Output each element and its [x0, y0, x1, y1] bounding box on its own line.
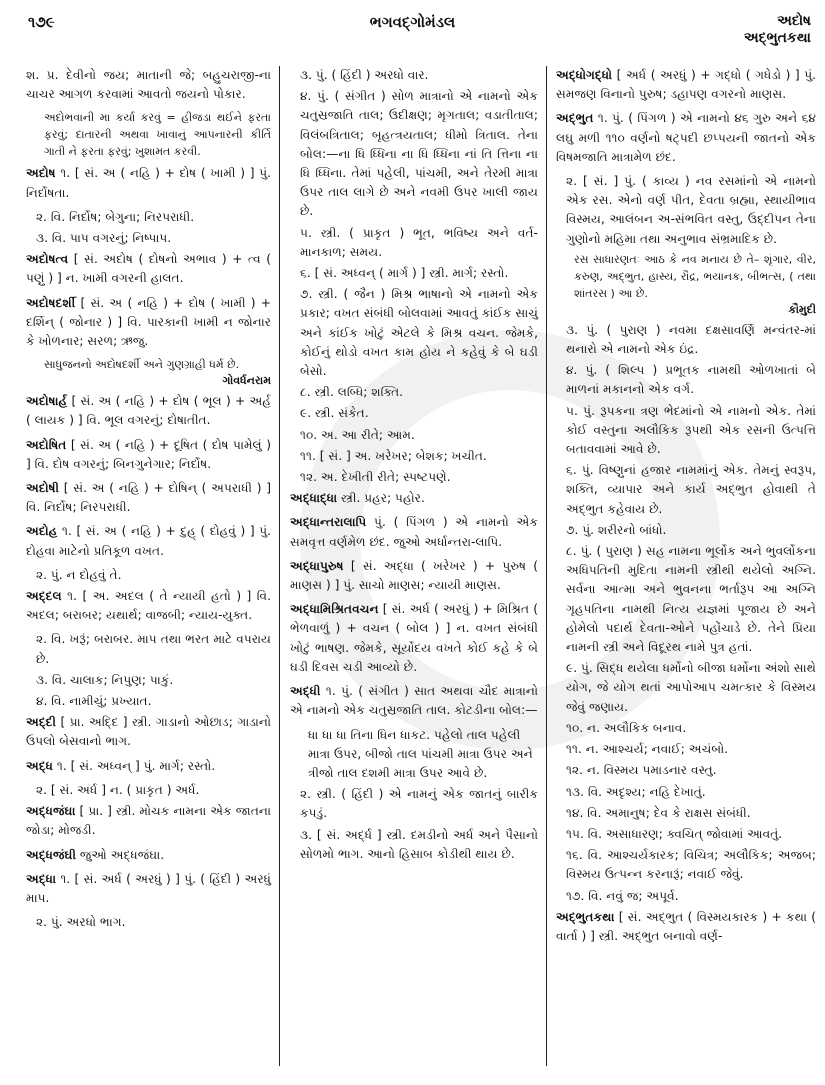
- sense-definition: ૩. [ સં. અર્દ્ધ ] સ્ત્રી. દમડીનો અર્ધ અને પૈસાનો સોળમો ભાગ. આનો હિસાબ કોડીથી થાય છે.: [300, 827, 538, 861]
- headword: અદોહ: [26, 524, 58, 539]
- sense-definition: ૧૨. અ. દેખીતી રીતે; સ્પષ્ટપણે.: [300, 470, 451, 485]
- dictionary-entry: [26, 587, 271, 625]
- definition-text: [ સં. અદ્ધા ( ખરેખર ) + પુરુષ ( માણસ ) ] પું. સાચો માણસ; ન્યાયી માણસ.: [290, 558, 538, 593]
- sense-definition: ૮. સ્ત્રી. લબ્ધિ; શક્તિ.: [300, 385, 404, 400]
- column-left: [26, 66, 280, 1066]
- sense-definition: ૪. પું. ( શિલ્પ ) પ્રભૂતક નામથી ઓળખાતાં બે માળનાં મકાનનો એક વર્ગ.: [566, 363, 816, 397]
- headword: અદ્દી: [26, 715, 56, 730]
- sense-definition: ૩. પું. ( પુરાણ ) નવમા દક્ષસાવર્ણિ મન્વંતર-માં થનારો એ નામનો એક ઇંદ્ર.: [566, 322, 816, 357]
- quote-text: અદોભવાની મા કર્યા કરવું = હીજડા થઈને ફરતા ફરવું; દાતારની અથવા ખાવાનું આપનારની કીર્તિ ગાતી ને ફરતા ફરવું; ખુશામત કરવી.: [44, 111, 271, 159]
- sense-definition: ૩. વિ. ચાલાક; નિપુણ; પાકું.: [36, 672, 174, 687]
- sense-definition: ૪. વિ. નામીચું; પ્રખ્યાત.: [36, 694, 152, 709]
- headword: અદ્ભુત: [556, 111, 594, 126]
- guide-words: [744, 13, 811, 47]
- headword: અદ્ધજંઘા: [26, 804, 76, 819]
- definition-text: ૧. પું. ( પિંગળ ) એ નામનો ૪૬ ગુરુ અને ૬૪ લઘુ મળી ૧૧૦ વર્ણનો ષટ્પદી છપ્પયની જાતનો એક વિષમજાતિ માત્રામેળ છંદ.: [556, 111, 816, 164]
- dictionary-entry: [26, 164, 271, 202]
- dictionary-columns: [26, 66, 816, 1066]
- sense-definition: ૨. વિ. ખરૂં; બરાબર. માપ તથા ભરત માટે વપરાય છે.: [36, 632, 271, 666]
- sense-definition: ૮. પું. ( પુરાણ ) સહ નામના ભૂર્લોક અને ભુવર્લોકના અધિપતિની મુદિતા નામની સ્ત્રીથી થયેલો અગ્નિ. સર્વના આત્મા અને ભુવનના ભર્તારૂપ આ અગ્નિ ગૃહપતિના નામથી નિત્ય યજ્ઞમાં પૂજાય છે અને હોમેલો પદાર્થ દેવતા-ઓને પહોંચાડે છે. તેને પ્રિયા નામની સ્ત્રી અને વિદૂરથ નામે પુત્ર હતાં.: [566, 544, 816, 655]
- headword: અદ્ધા: [26, 871, 56, 886]
- definition-text: ૧. [ સં. અધ્વન્ ] પું. માર્ગ; રસ્તો.: [52, 758, 216, 773]
- sense-definition: ૯. સ્ત્રી. સંકેત.: [300, 406, 369, 421]
- sense-definition: ૨. [ સં. અર્ધ ] ન. ( પ્રાકૃત ) અર્ધ.: [36, 782, 200, 797]
- definition-text: [ પ્રા. અદ્દિ ] સ્ત્રી. ગાડાનો ઓછાડ; ગાડાનો ઉપલો બેસવાનો ભાગ.: [26, 715, 271, 749]
- definition-text: [ સં. અદ્ભુત ( વિસ્મયકારક ) + કથા ( વાર્તા ) ] સ્ત્રી. અદ્ભુત બનાવો વર્ણ-: [556, 909, 816, 943]
- sense-definition: ૧૬. વિ. આશ્ચર્યકારક; વિચિત્ર; અલૌકિક; અજબ; વિસ્મય ઉત્પન્ન કરનારૂં; નવાઈ જેવું.: [566, 848, 816, 882]
- dictionary-entry: [26, 870, 271, 908]
- dictionary-entry: [290, 600, 538, 677]
- headword: અદ્ધાપુરુષ: [290, 558, 344, 573]
- dictionary-entry: [26, 294, 271, 352]
- dictionary-entry: [26, 250, 271, 288]
- headword: અદોષદર્શી: [26, 295, 76, 310]
- continued-entry: શ. પ્ર. દેવીનો જય; માતાની જે; બહુચરાજી-ના ચાચર આગળ કરવામાં આવતો જયનો પોકાર.: [26, 68, 271, 102]
- sense-definition: ૩. વિ. પાપ વગરનું; નિષ્પાપ.: [36, 231, 172, 246]
- dictionary-entry: [26, 846, 271, 865]
- sense-definition: ૬. [ સં. અધ્વન્ ( માર્ગ ) ] સ્ત્રી. માર્ગ; રસ્તો.: [300, 266, 509, 281]
- headword: અદ્ભુતકથા: [556, 909, 615, 924]
- quote-text: રસ સાધારણતઃ આઠ કે નવ મનાય છે તે– શૃંગાર, વીર, કરુણ, અદ્ભુત, હાસ્ય, રૌદ્ર, ભયાનક, બીભત્સ, ( તથા શાંતરસ ) આ છે.: [574, 252, 816, 300]
- definition-text: [ સં. અ ( નહિ ) + દોષિન્ ( અપરાધી ) ] વિ. નિર્દોષ; નિરપરાધી.: [26, 481, 271, 515]
- headword: અદોષ: [26, 166, 56, 181]
- guide-word-last: અદ્ભુતકથા: [743, 30, 811, 46]
- sense-definition: ૧૩. વિ. અદૃશ્ય; નહિ દેખાતું.: [566, 784, 706, 799]
- dictionary-entry: [26, 479, 271, 517]
- dictionary-entry: [290, 557, 538, 595]
- headword: અદ્ધ: [26, 758, 53, 773]
- usage-quote: [26, 109, 271, 160]
- column-middle: [280, 66, 547, 1066]
- definition-text: ૧. [ અ. અદલ ( તે ન્યાયી હતો ) ] વિ. અદલ; બરાબર; યથાર્થ; વાજબી; ન્યાય-યુક્ત.: [26, 589, 271, 623]
- sense-definition: ૭. સ્ત્રી. ( જૈન ) મિશ્ર ભાષાનો એ નામનો એક પ્રકાર; વખત સંબંધી બોલવામાં આવતું કાંઈક સાચું અને કાંઈક ખોટું એટલે કે મિશ્ર વચન. જેમકે, કોઈનું થોડો વખત કામ હોય ને કહેવું કે બે ઘડી બેસો.: [300, 287, 538, 379]
- sense-definition: ૧૧. ન. આશ્ચર્ય; નવાઈ; અચંબો.: [566, 742, 729, 757]
- quote-source: કૌમુદી: [788, 302, 816, 316]
- rhythm-syllables: ધા ધા ધા તિના ધિન ધાકટ. પહેલો તાલ પહેલી માત્રા ઉપર, બીજો તાલ પાંચમી માત્રા ઉપર અને ત્રીજો તાલ દશમી માત્રા ઉપર આવે છે.: [308, 727, 533, 780]
- dictionary-entry: [556, 908, 816, 946]
- quote-text: સાધુજનનો અદોષદર્શી અને ગુણગ્રાહી ધર્મ છે.: [44, 358, 240, 372]
- dictionary-entry: [556, 66, 816, 104]
- sense-definition: ૯. પું. સિદ્ધ થયેલા ધર્મોનો બીજા ધર્મોના અંશો સાથે યોગ, જે યોગ થતાં આપોઆપ ચમત્કાર કે વિસ્મય જેવું જણાય.: [566, 661, 816, 714]
- sense-definition: ૧૪. વિ. અમાનુષ; દેવ કે રાક્ષસ સંબંધી.: [566, 805, 751, 820]
- headword: અદોષી: [26, 481, 60, 496]
- book-title: ભગવદ્ગોમંડલ: [369, 13, 456, 31]
- guide-word-first: અદોષ: [777, 13, 811, 29]
- headword: અદ્દલ: [26, 589, 62, 604]
- dictionary-entry: [26, 802, 271, 840]
- sense-definition: ૨. [ સં. ] પું. ( કાવ્ય ) નવ રસમાંનો એ નામનો એક રસ. એનો વર્ણ પીત, દેવતા બ્રહ્મા, સ્થાયીભાવ વિસ્મય, આલંબન અ-સંભવિત વસ્તુ, ઉદ્દીપન તેના ગુણોનો મહિમા તથા અનુભાવ સંભ્રમાદિક છે.: [566, 174, 816, 246]
- sense-definition: ૧૧. [ સં. ] અ. ખરેખર; બેશક; ખચીત.: [300, 448, 487, 463]
- sense-definition: ૧૫. વિ. અસાધારણ; ક્વચિત્ જોવામાં આવતું.: [566, 826, 783, 841]
- definition-text: [ સં. અદોષ ( દોષનો અભાવ ) + ત્વ ( પણું ) ] ન. ખામી વગરની હાલત.: [26, 252, 271, 286]
- sense-definition: ૨. પું. ન દોહવું તે.: [36, 567, 122, 582]
- definition-text: [ સં. અ ( નહિ ) + દૂષિત ( દોષ પામેલું ) ] વિ. દોષ વગરનું; બિનગુનેગાર; નિર્દોષ.: [26, 437, 271, 471]
- dictionary-entry: [26, 522, 271, 560]
- definition-text: જુઓ અદ્ધજંઘા.: [75, 847, 165, 862]
- headword: અદ્ધાન્તરાલાપિ: [290, 515, 367, 530]
- headword: અદ્ધામિશ્રિતવચન: [290, 602, 379, 617]
- dictionary-entry: [556, 109, 816, 167]
- definition-text: ૧. પું. ( સંગીત ) સાત અથવા ચૌદ માત્રાનો એ નામનો એક ચતુસ્રજાતિ તાલ. કોટડીના બોલ:—: [290, 684, 538, 718]
- definition-text: [ સં. અર્ધ ( અરધું ) + મિશ્રિત ( ભેળવાળું ) + વચન ( બોલ ) ] ન. વખત સંબંધી ખોટું ભાષણ. જેમકે, સૂર્યોદય વખતે કોઈ કહે કે બે ઘડી દિવસ ચડી આવ્યો છે.: [290, 602, 538, 674]
- definition-text: ૧. [ સં. અર્ધ ( અરધું ) ] પું. ( હિંદી ) અરધું માપ.: [26, 871, 271, 905]
- definition-text: [ પ્રા. ] સ્ત્રી. મોચક નામના એક જાતના જોડા; મોજડી.: [26, 804, 271, 838]
- sense-definition: ૨. વિ. નિર્દોષ; બેગુના; નિરપરાધી.: [36, 209, 195, 224]
- sense-definition: ૧૭. વિ. નવું જ; અપૂર્વ.: [566, 888, 679, 903]
- dictionary-entry: [26, 436, 271, 474]
- definition-text: પું. ( પિંગળ ) એ નામનો એક સમવૃત્ત વર્ણમેળ છંદ. જુઓ અર્ધાન્તરા-લાપિ.: [290, 515, 538, 549]
- sense-definition: ૫. પું. રૂપકના ત્રણ ભેદમાંનો એ નામનો એક. તેમાં કોઈ વસ્તુના અલૌકિક રૂપથી એક રસની ઉત્પત્તિ બતાવવામાં આવે છે.: [566, 403, 816, 457]
- sense-definition: ૧૨. ન. વિસ્મય પમાડનાર વસ્તુ.: [566, 763, 717, 778]
- headword: અદ્ધી: [290, 684, 321, 699]
- sense-definition: ૪. પું. ( સંગીત ) સોળ માત્રાનો એ નામનો એક ચતુસ્રજાતિ તાલ; ઉદીક્ષણ; મૃગતાલ; વડાતીતાલ; વિલંબત્રિતાલ; બૃહત્ત્રયતાલ; ધીમો ત્રિતાલ. તેના બોલ:—ના ધિ ધ્ધિના ના ધિ ધ્ધિના નાં તિ ત્તિના ના ધિ ધ્ધિના. તેમાં પહેલી, પાંચમી, અને તેરમી માત્રા ઉપર તાલ લાગે છે અને નવમી ઉપર ખાલી જાય છે.: [300, 89, 538, 219]
- headword: અદ્ધાદ્ધા: [290, 491, 338, 506]
- headword: અદોષાર્હ: [26, 394, 68, 409]
- definition-text: સ્ત્રી. પ્રહર; પહોર.: [337, 491, 425, 506]
- dictionary-entry: [290, 682, 538, 720]
- usage-quote: [26, 356, 271, 388]
- dictionary-entry: [290, 489, 538, 508]
- sense-definition: ૧૦. અ. આ રીતે; આમ.: [300, 427, 415, 442]
- definition-text: ૧. [ સં. અ ( નહિ ) + દોષ ( ખામી ) ] પું. નિર્દોષતા.: [26, 166, 271, 200]
- sense-definition: ૨. પું. અરધો ભાગ.: [36, 915, 126, 930]
- sense-definition: ૨. સ્ત્રી. ( હિંદી ) એ નામનું એક જાતનું બારીક કપડું.: [300, 787, 538, 821]
- definition-text: ૧. [ સં. અ ( નહિ ) + દુહ્ ( દોહવું ) ] પું. દોહવા માટેનો પ્રતિકૂળ વખત.: [26, 524, 271, 558]
- sense-definition: ૩. પું. ( હિંદી ) અરધો વાર.: [300, 68, 429, 82]
- dictionary-entry: [290, 513, 538, 551]
- dictionary-entry: [26, 713, 271, 751]
- sense-definition: ૬. પું. વિષ્ણુનાં હજાર નામમાંનું એક. તેમનું સ્વરૂપ, શક્તિ, વ્યાપાર અને કાર્ય અદ્ભુત હોવાથી તે અદ્ભુત કહેવાય છે.: [566, 463, 816, 516]
- headword: અદોષત્વ: [26, 252, 69, 267]
- definition-text: [ સં. અ ( નહિ ) + દોષ ( ખામી ) + દર્શિન્ ( જોનાર ) ] વિ. પારકાની ખામી ન જોનાર કે ખોળનાર; સરળ; ઋજુ.: [26, 295, 271, 349]
- definition-text: [ અર્ધ ( અરધું ) + ગદ્ધો ( ગધેડો ) ] પું. સમજણ વિનાનો પુરુષ; ડહાપણ વગરનો માણસ.: [556, 68, 816, 102]
- definition-text: [ સં. અ ( નહિ ) + દોષ ( ભૂલ ) + અર્હ ( લાયક ) ] વિ. ભૂલ વગરનું; દોષાતીત.: [26, 394, 271, 428]
- page-number: ૧૭૯: [28, 13, 55, 31]
- headword: અદોષિત: [26, 437, 67, 452]
- sense-definition: ૫. સ્ત્રી. ( પ્રાકૃત ) ભૂત, ભવિષ્ય અને વર્ત-માનકાળ; સમય.: [300, 225, 538, 259]
- usage-quote: [556, 251, 816, 317]
- sense-definition: ૧૦. ન. અલૌકિક બનાવ.: [566, 720, 687, 735]
- column-right: [547, 66, 816, 1066]
- quote-source: ગોવર્ધનરામ: [222, 374, 271, 388]
- page-header: [0, 0, 825, 52]
- dictionary-entry: [26, 392, 271, 430]
- headword: અદ્ધોગદ્ધો: [556, 68, 613, 82]
- headword: અદ્ધજંઘી: [26, 847, 76, 862]
- dictionary-entry: [26, 757, 271, 776]
- sense-definition: ૭. પું. શરીરનો બાંધો.: [566, 522, 667, 537]
